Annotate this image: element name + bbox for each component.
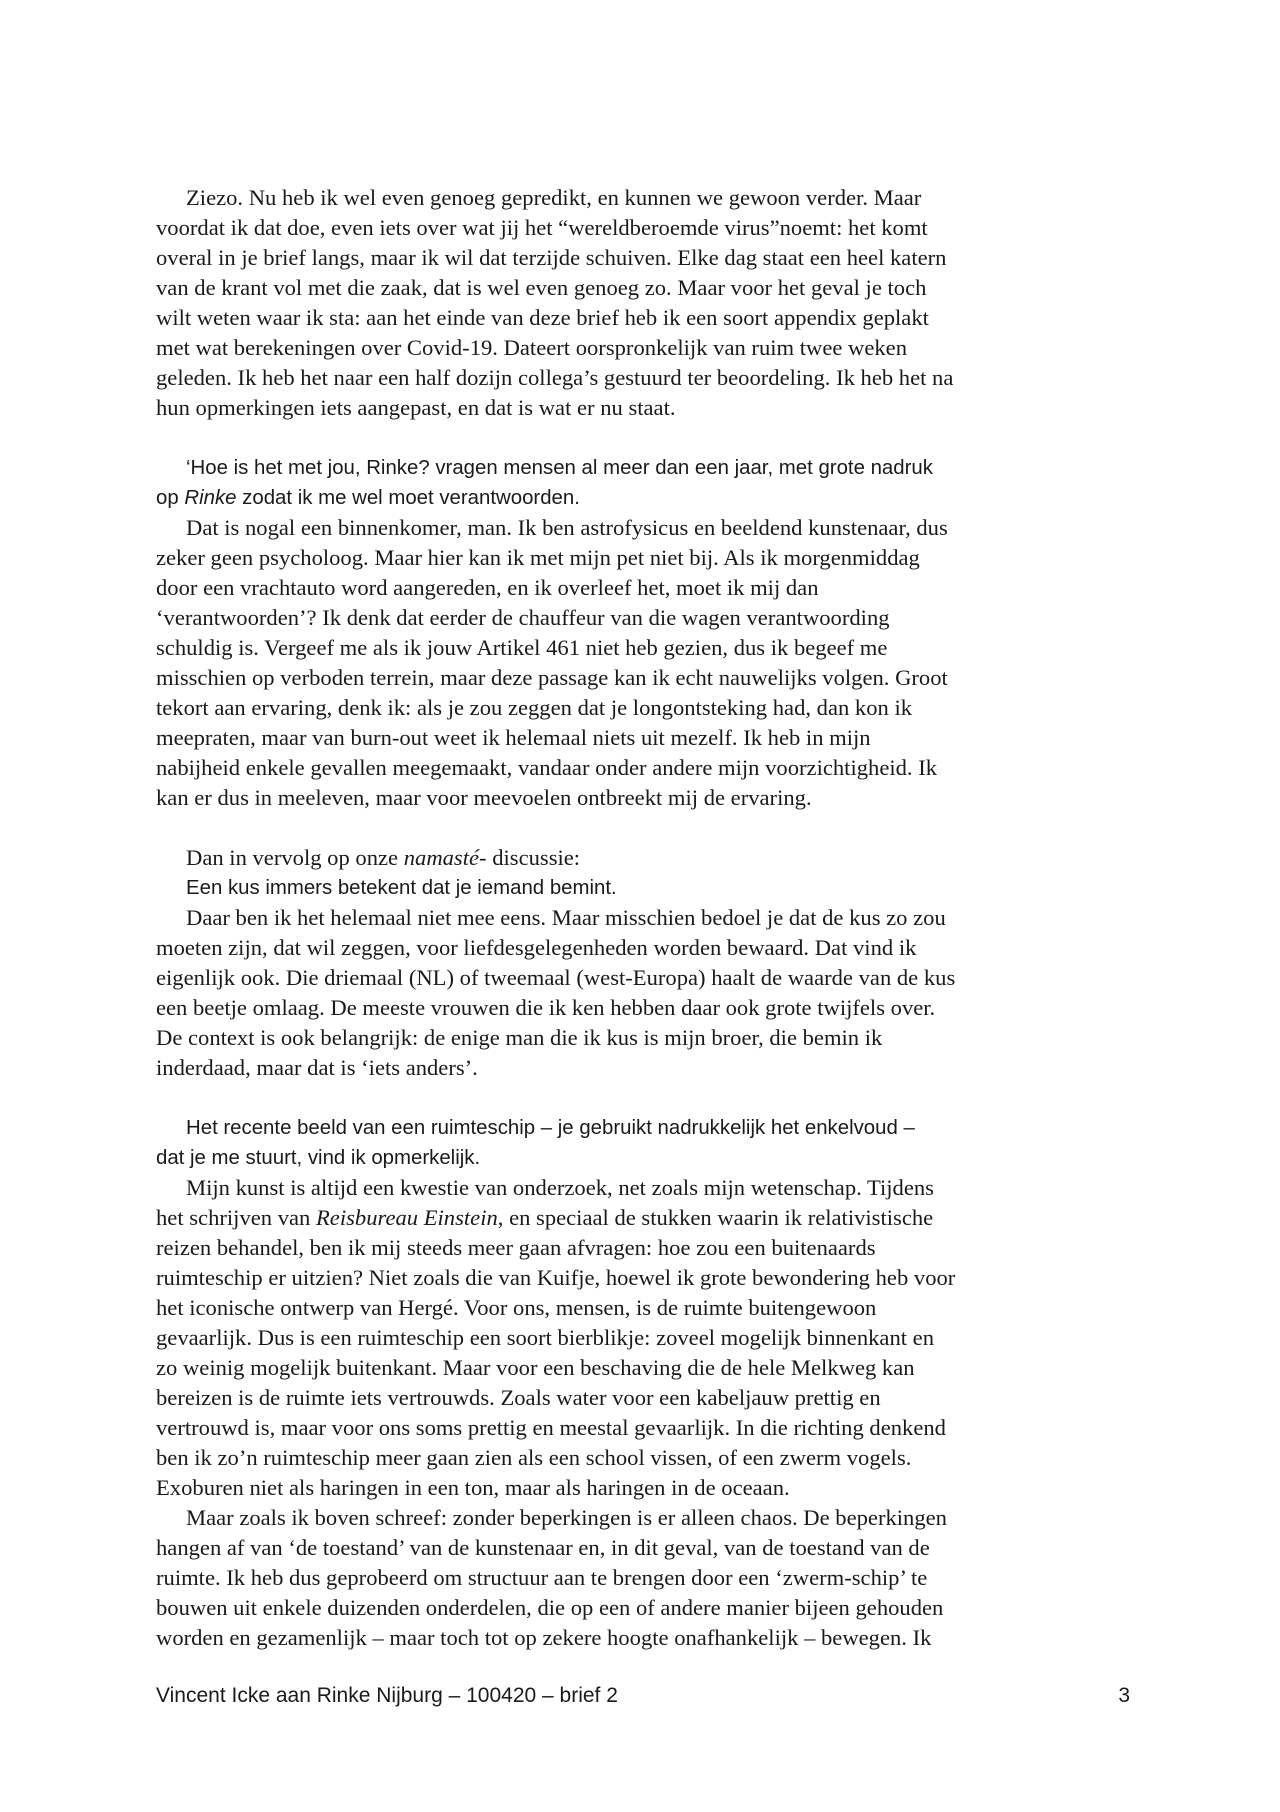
text-line: moeten zijn, dat wil zeggen, voor liefdesgelegenheden worden bewaard. Dat vind ik	[156, 935, 917, 960]
text-line: hangen af van ‘de toestand’ van de kunstenaar en, in dit geval, van de toestand van de	[156, 1535, 930, 1560]
text-line: Maar zoals ik boven schreef: zonder beperkingen is er alleen chaos. De beperkingen	[186, 1505, 947, 1530]
text-line: Exoburen niet als haringen in een ton, maar als haringen in de oceaan.	[156, 1475, 790, 1500]
text-line: door een vrachtauto word aangereden, en ik overleef het, moet ik mij dan	[156, 575, 819, 600]
text-line: het iconische ontwerp van Hergé. Voor ons, mensen, is de ruimte buitengewoon	[156, 1295, 877, 1320]
text-line: zeker geen psycholoog. Maar hier kan ik met mijn pet niet bij. Als ik morgenmiddag	[156, 545, 920, 570]
text-line: tekort aan ervaring, denk ik: als je zou zeggen dat je longontsteking had, dan kon ik	[156, 695, 913, 720]
letter-page	[156, 183, 1086, 1653]
quote-kiss	[156, 873, 1086, 903]
paragraph-spaceship	[156, 1173, 1086, 1503]
text-line: inderdaad, maar dat is ‘iets anders’.	[156, 1055, 478, 1080]
quote-how-are-you	[156, 453, 1086, 513]
text-line: van de krant vol met die zaak, dat is wel even genoeg zo. Maar voor het geval je toch	[156, 275, 927, 300]
text-line: Mijn kunst is altijd een kwestie van onderzoek, net zoals mijn wetenschap. Tijdens	[186, 1175, 934, 1200]
paragraph-namaste-intro	[156, 843, 1086, 873]
text-line: worden en gezamenlijk – maar toch tot op zekere hoogte onafhankelijk – bewegen. Ik	[156, 1625, 932, 1650]
paragraph-swarm-ship	[156, 1503, 1086, 1653]
text-line: voordat ik dat doe, even iets over wat jij het “wereldberoemde virus”noemt: het komt	[156, 215, 928, 240]
text-line: op Rinke zodat ik me wel moet verantwoorden.	[156, 487, 580, 509]
text-line: wilt weten waar ik sta: aan het einde van deze brief heb ik een soort appendix geplakt	[156, 305, 929, 330]
text-line: ruimteschip er uitzien? Niet zoals die van Kuifje, hoewel ik grote bewondering heb voor	[156, 1265, 956, 1290]
text-line: overal in je brief langs, maar ik wil dat terzijde schuiven. Elke dag staat een heel katern	[156, 245, 947, 270]
text-line: Ziezo. Nu heb ik wel even genoeg gepredikt, en kunnen we gewoon verder. Maar	[186, 185, 922, 210]
page-number: 3	[1118, 1684, 1130, 1707]
text-line: Daar ben ik het helemaal niet mee eens. Maar misschien bedoel je dat de kus zo zou	[186, 905, 946, 930]
text-line: Het recente beeld van een ruimteschip – je gebruikt nadrukkelijk het enkelvoud –	[186, 1117, 915, 1139]
text-line: ruimte. Ik heb dus geprobeerd om structuur aan te brengen door een ‘zwerm-schip’ te	[156, 1565, 928, 1590]
text-line: het schrijven van Reisbureau Einstein, en speciaal de stukken waarin ik relativistische	[156, 1205, 934, 1230]
text-line: bouwen uit enkele duizenden onderdelen, die op een of andere manier bijeen gehouden	[156, 1595, 944, 1620]
text-line: dat je me stuurt, vind ik opmerkelijk.	[156, 1147, 481, 1169]
text-line: misschien op verboden terrein, maar deze passage kan ik echt nauwelijks volgen. Groot	[156, 665, 948, 690]
text-line: eigenlijk ook. Die driemaal (NL) of tweemaal (west-Europa) haalt de waarde van de kus	[156, 965, 956, 990]
text-line: geleden. Ik heb het naar een half dozijn collega’s gestuurd ter beoordeling. Ik heb het na	[156, 365, 954, 390]
footer-title: Vincent Icke aan Rinke Nijburg – 100420 – brief 2	[156, 1684, 618, 1707]
text-line: bereizen is de ruimte iets vertrouwds. Zoals water voor een kabeljauw prettig en	[156, 1385, 881, 1410]
quote-spaceship	[156, 1113, 1086, 1173]
paragraph-covid	[156, 183, 1086, 423]
text-line: nabijheid enkele gevallen meegemaakt, vandaar onder andere mijn voorzichtigheid. Ik	[156, 755, 938, 780]
text-line: een beetje omlaag. De meeste vrouwen die ik ken hebben daar ook grote twijfels over.	[156, 995, 936, 1020]
text-line: De context is ook belangrijk: de enige man die ik kus is mijn broer, die bemin ik	[156, 1025, 883, 1050]
text-line: meepraten, maar van burn-out weet ik helemaal niets uit mezelf. Ik heb in mijn	[156, 725, 871, 750]
text-line: Dat is nogal een binnenkomer, man. Ik ben astrofysicus en beeldend kunstenaar, dus	[186, 515, 948, 540]
text-line: gevaarlijk. Dus is een ruimteschip een soort bierblikje: zoveel mogelijk binnenkant en	[156, 1325, 935, 1350]
text-line: ‘Hoe is het met jou, Rinke? vragen mensen al meer dan een jaar, met grote nadruk	[186, 457, 933, 479]
text-line: vertrouwd is, maar voor ons soms prettig en meestal gevaarlijk. In die richting denkend	[156, 1415, 946, 1440]
text-line: hun opmerkingen iets aangepast, en dat is wat er nu staat.	[156, 395, 676, 420]
text-line: schuldig is. Vergeef me als ik jouw Artikel 461 niet heb gezien, dus ik begeef me	[156, 635, 888, 660]
text-line: zo weinig mogelijk buitenkant. Maar voor een beschaving die de hele Melkweg kan	[156, 1355, 915, 1380]
text-line: Een kus immers betekent dat je iemand bemint.	[186, 877, 617, 899]
paragraph-burnout	[156, 513, 1086, 813]
text-line: reizen behandel, ben ik mij steeds meer gaan afvragen: hoe zou een buitenaards	[156, 1235, 876, 1260]
paragraph-kiss	[156, 903, 1086, 1083]
text-line: ‘verantwoorden’? Ik denk dat eerder de chauffeur van die wagen verantwoording	[156, 605, 890, 630]
text-line: Dan in vervolg op onze namasté- discussie:	[186, 845, 581, 870]
text-line: met wat berekeningen over Covid-19. Dateert oorspronkelijk van ruim twee weken	[156, 335, 907, 360]
text-line: kan er dus in meeleven, maar voor meevoelen ontbreekt mij de ervaring.	[156, 785, 812, 810]
text-line: ben ik zo’n ruimteschip meer gaan zien als een school vissen, of een zwerm vogels.	[156, 1445, 912, 1470]
